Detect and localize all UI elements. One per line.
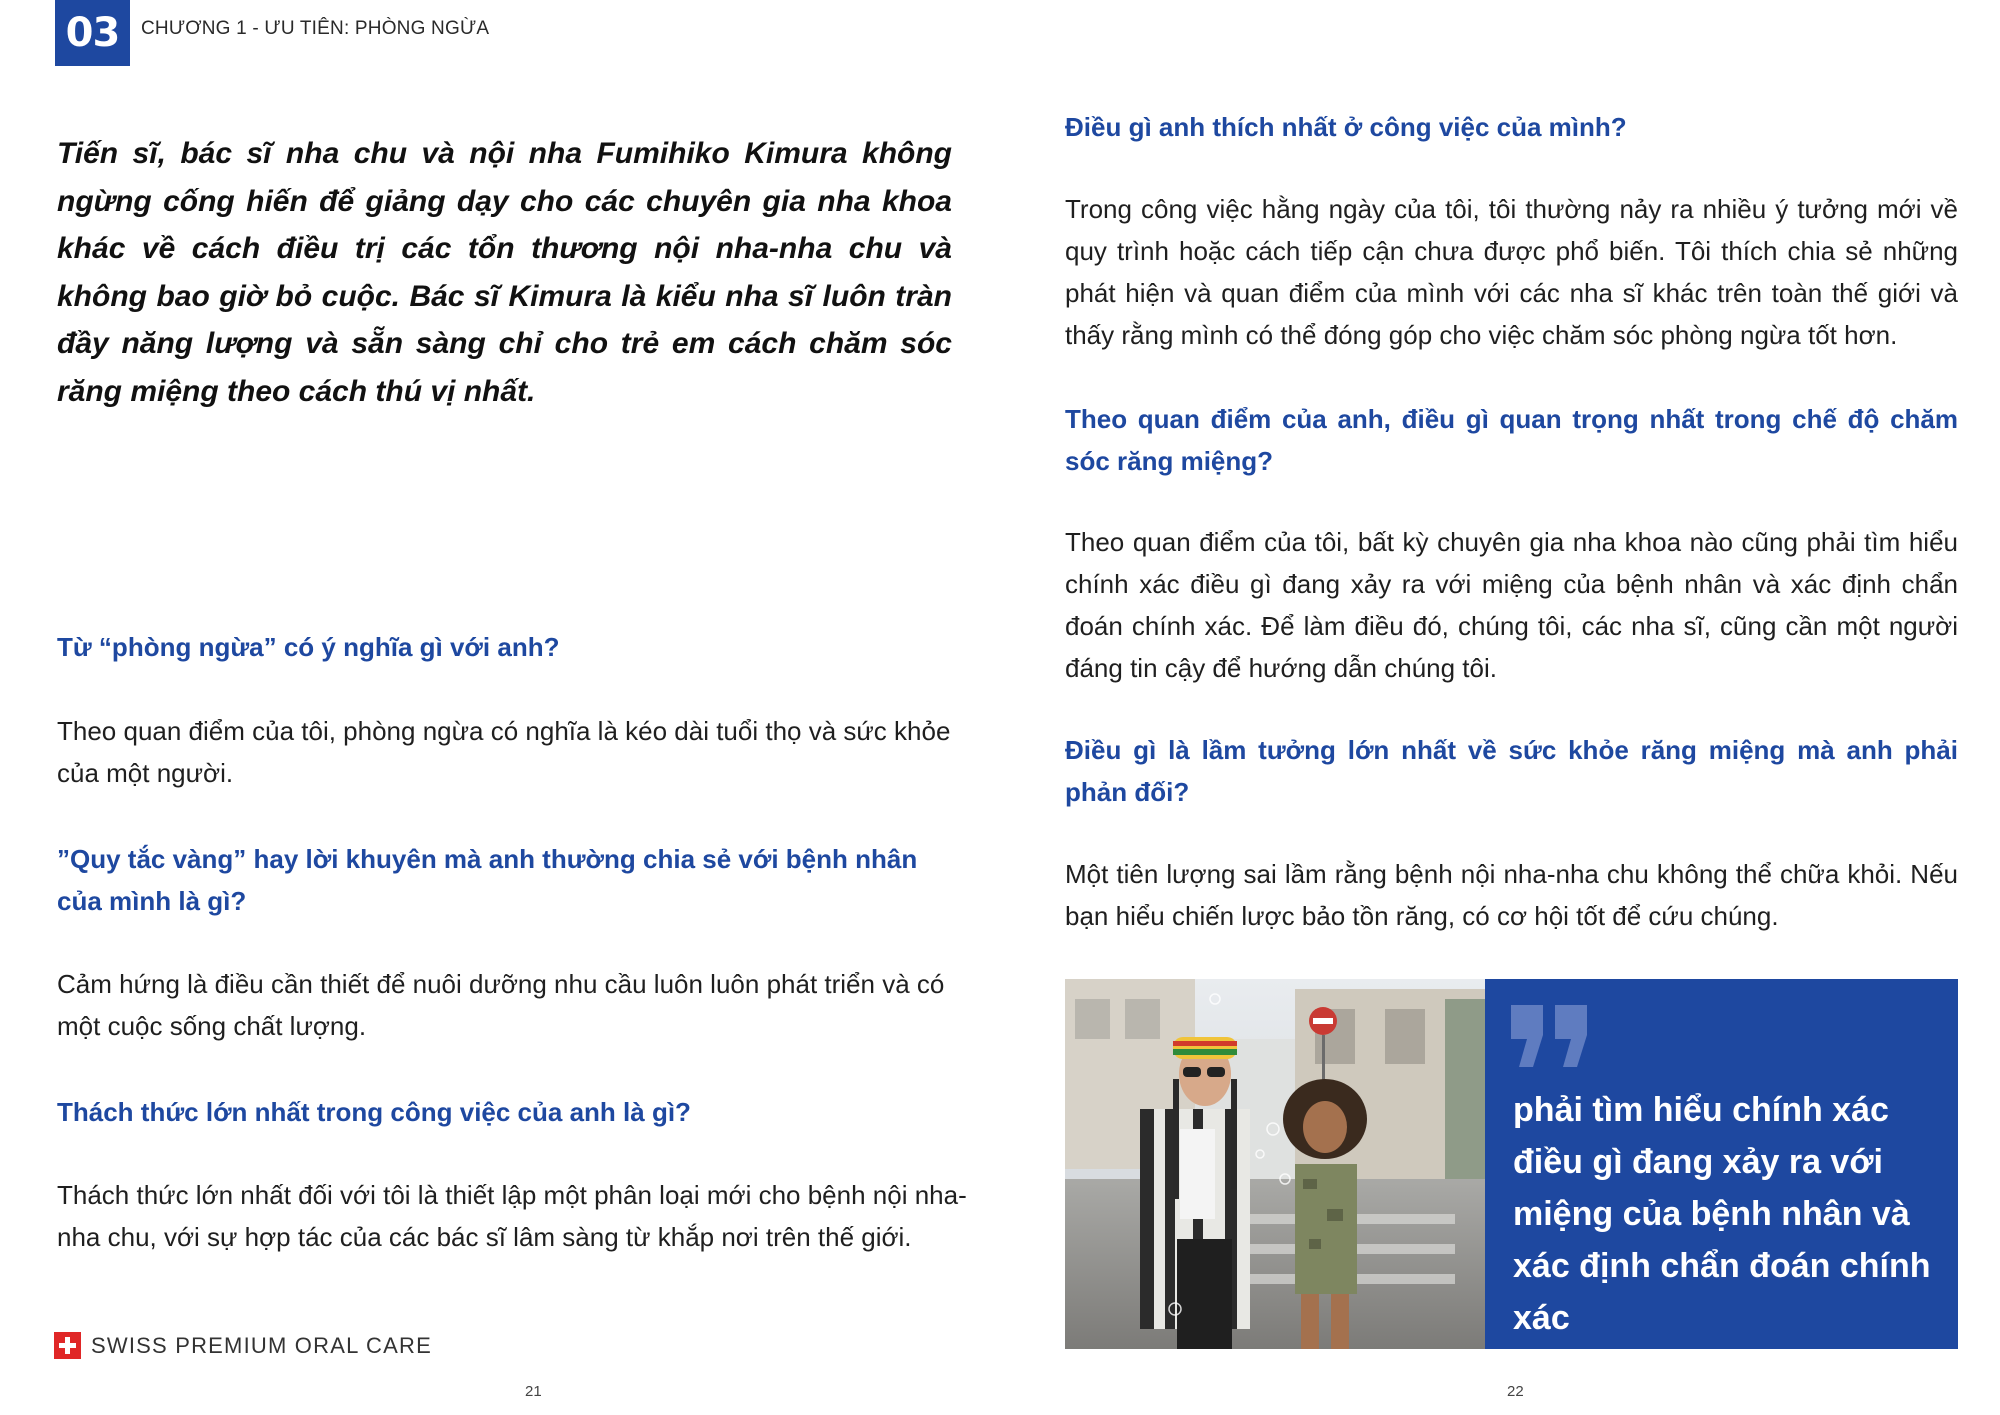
answer-prevention-meaning: Theo quan điểm của tôi, phòng ngừa có nghĩa là kéo dài tuổi thọ và sức khỏe của một người. — [57, 716, 951, 788]
answer-most-important-care: Theo quan điểm của tôi, bất kỳ chuyên gia nha khoa nào cũng phải tìm hiểu chính xác điều gì đang xảy ra với miệng của bệnh nhân và xác định chẩn đoán chính xác. Để làm điều đó, chúng tôi, các nha sĩ, cũng cần một người đáng tin cậy để hướng dẫn chúng tôi. — [1065, 527, 1958, 683]
question-biggest-challenge: Thách thức lớn nhất trong công việc của anh là gì? — [57, 1097, 691, 1127]
chapter-title: CHƯƠNG 1 - ƯU TIÊN: PHÒNG NGỪA — [141, 18, 490, 39]
answer-favorite-work: Trong công việc hằng ngày của tôi, tôi thường nảy ra nhiều ý tưởng mới về quy trình hoặc cách tiếp cận chưa được phổ biến. Tôi thích chia sẻ những phát hiện và quan điểm của mình với các nha sĩ khác trên toàn thế giới và thấy rằng mình có thể đóng góp cho việc chăm sóc phòng ngừa tốt hơn. — [1065, 194, 1958, 350]
chapter-number-badge: 03 — [55, 0, 130, 66]
answer-biggest-myth: Một tiên lượng sai lầm rằng bệnh nội nha-nha chu không thể chữa khỏi. Nếu bạn hiểu chiến lược bảo tồn răng, có cơ hội tốt để cứu chúng. — [1065, 859, 1958, 931]
street-photo — [1065, 979, 1485, 1349]
dentist-and-child-photo — [1065, 979, 1485, 1349]
question-prevention-meaning: Từ “phòng ngừa” có ý nghĩa gì với anh? — [57, 632, 560, 662]
brand-name: SWISS PREMIUM ORAL CARE — [91, 1332, 432, 1358]
question-favorite-work: Điều gì anh thích nhất ở công việc của mình? — [1065, 112, 1627, 142]
swiss-cross-icon — [54, 1332, 81, 1359]
pull-quote-text: phải tìm hiểu chính xác điều gì đang xảy ra với miệng của bệnh nhân và xác định chẩn đoán chính xác — [1513, 1091, 1931, 1337]
pull-quote-box — [1485, 979, 1958, 1349]
answer-golden-rule: Cảm hứng là điều cần thiết để nuôi dưỡng nhu cầu luôn luôn phát triển và có một cuộc sống chất lượng. — [57, 969, 945, 1041]
brand-logo — [54, 1332, 432, 1359]
question-biggest-myth: Điều gì là lầm tưởng lớn nhất về sức khỏe răng miệng mà anh phải phản đối? — [1065, 735, 1958, 807]
quote-mark-icon — [1511, 1005, 1591, 1067]
page-number-left: 21 — [525, 1383, 542, 1400]
question-most-important-care: Theo quan điểm của anh, điều gì quan trọng nhất trong chế độ chăm sóc răng miệng? — [1065, 404, 1958, 476]
page-number-right: 22 — [1507, 1383, 1524, 1400]
answer-biggest-challenge: Thách thức lớn nhất đối với tôi là thiết lập một phân loại mới cho bệnh nội nha-nha chu, với sự hợp tác của các bác sĩ lâm sàng từ khắp nơi trên thế giới. — [57, 1180, 967, 1252]
intro-paragraph: Tiến sĩ, bác sĩ nha chu và nội nha Fumihiko Kimura không ngừng cống hiến để giảng dạy cho các chuyên gia nha khoa khác về cách điều trị các tổn thương nội nha-nha chu và không bao giờ bỏ cuộc. Bác sĩ Kimura là kiểu nha sĩ luôn tràn đầy năng lượng và sẵn sàng chỉ cho trẻ em cách chăm sóc răng miệng theo cách thú vị nhất. — [57, 137, 952, 408]
question-golden-rule: ”Quy tắc vàng” hay lời khuyên mà anh thường chia sẻ với bệnh nhân của mình là gì? — [57, 844, 918, 916]
